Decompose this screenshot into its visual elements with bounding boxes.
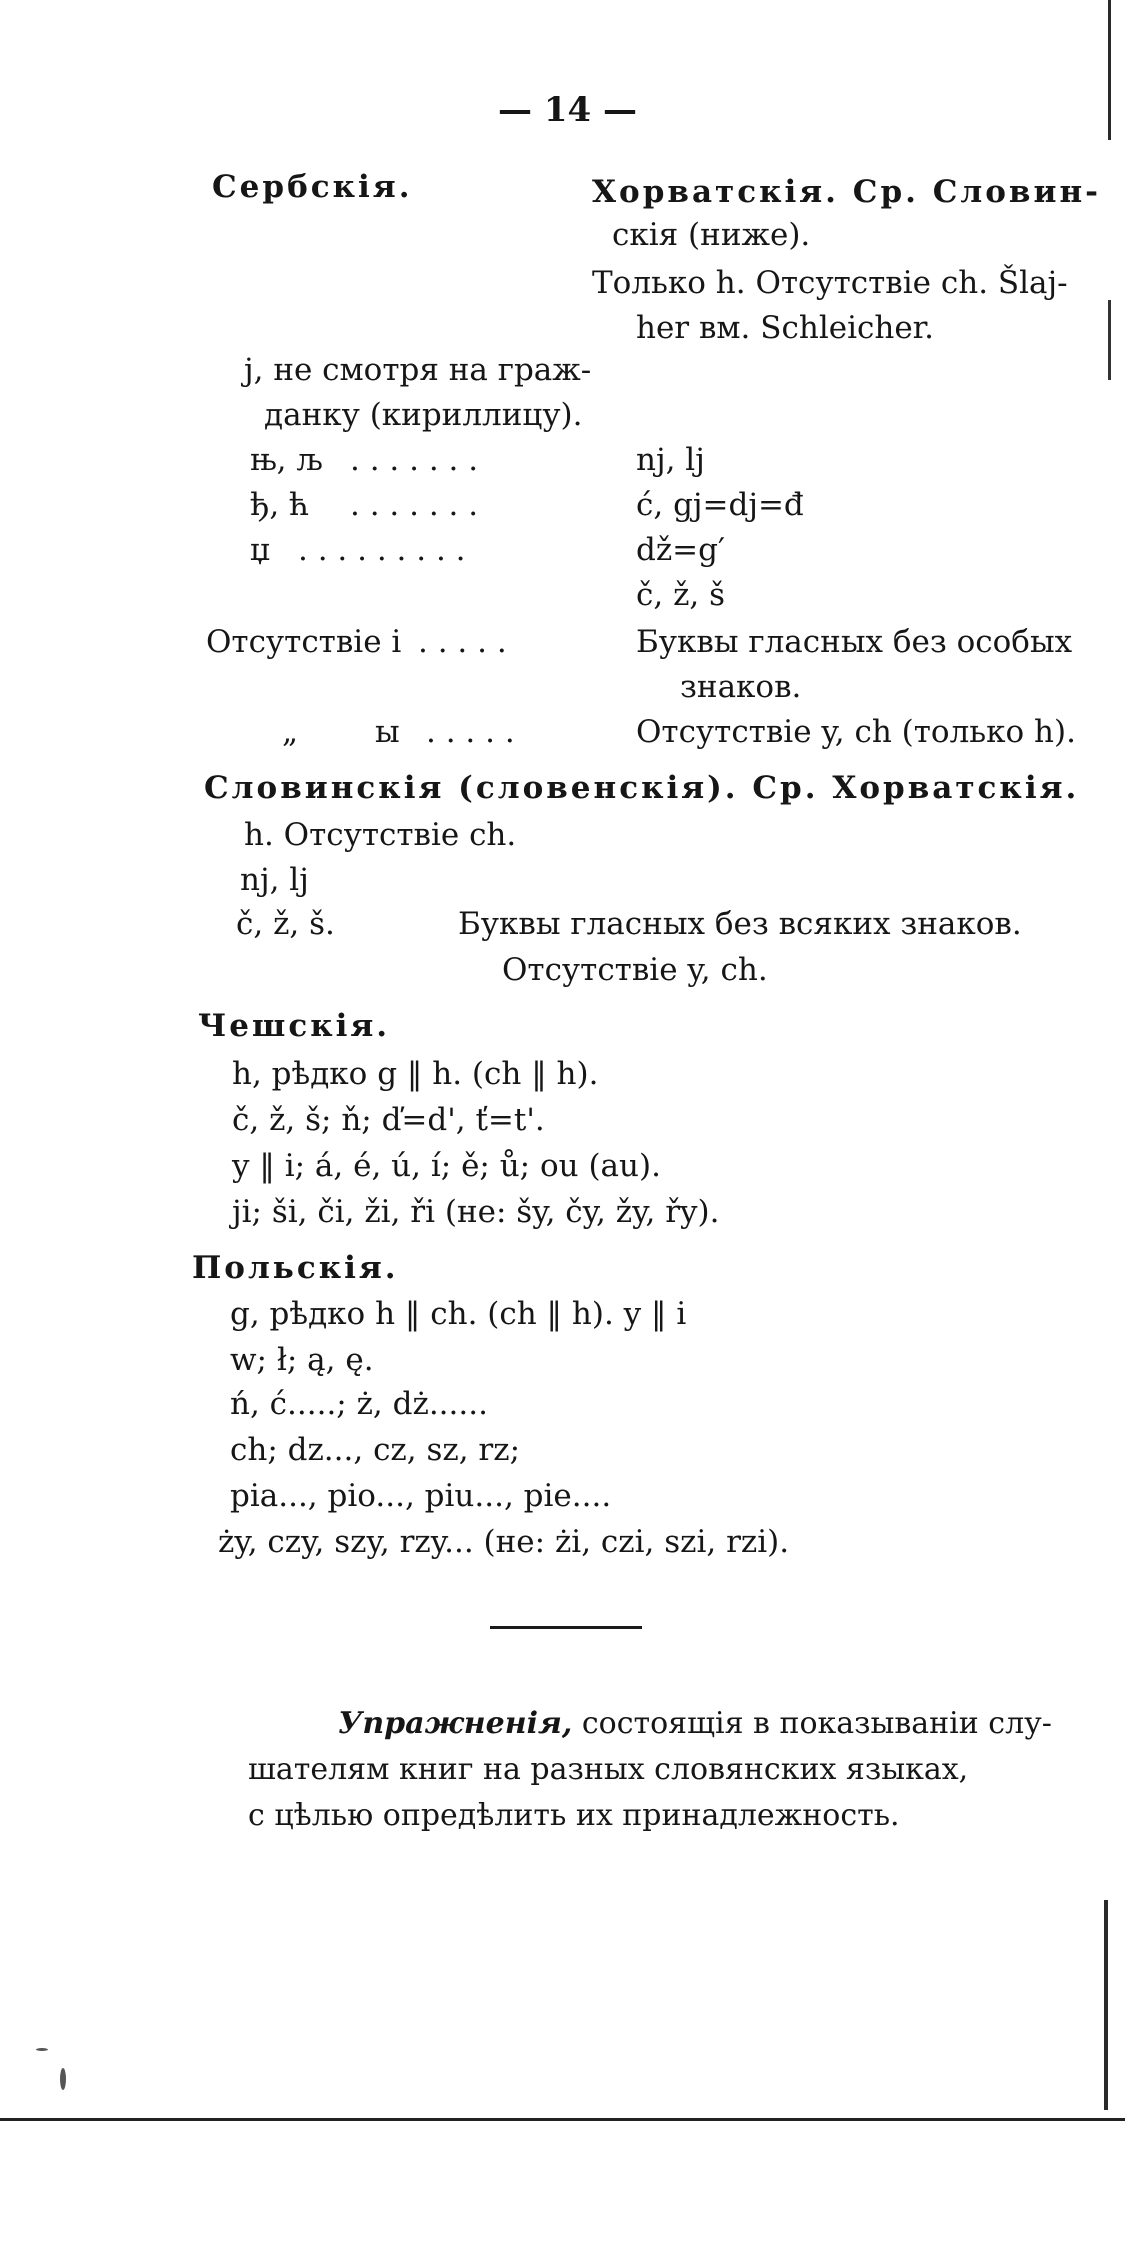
page-right-edge-mark — [1108, 300, 1111, 380]
serbian-j-line2: данку (кириллицу). — [264, 397, 583, 433]
exercises-line-3: с цѣлью опредѣлить их принадлежность. — [248, 1798, 900, 1833]
croatian-only-h-line2: her вм. Schleicher. — [636, 310, 934, 346]
croatian-c-gj: ć, gj=dj=đ — [636, 487, 804, 523]
croatian-c-z-s: č, ž, š — [636, 577, 726, 613]
serbian-j-line1: j, не смотря на граж- — [244, 352, 592, 388]
slovenian-nj-lj: nj, lj — [240, 862, 309, 898]
leader-dots: . . . . . . . . . — [298, 532, 466, 568]
slovenian-h-line: h. Отсутствіе ch. — [244, 817, 517, 853]
leader-dots: . . . . . — [426, 714, 515, 750]
page-bottom-edge — [0, 2118, 1125, 2121]
slovenian-vowels: Буквы гласных без всяких знаков. — [458, 906, 1022, 942]
croatian-heading-line2: скія (ниже). — [612, 217, 811, 253]
serbian-cyr-dz: џ — [250, 532, 271, 568]
croatian-heading-line1: Хорватскія. Ср. Словин- — [592, 174, 1101, 210]
croatian-only-h-line1: Только h. Отсутствіе ch. Šlaj- — [592, 265, 1068, 301]
croatian-dz-g: dž=g′ — [636, 532, 726, 568]
polish-heading: Польскія. — [192, 1250, 399, 1286]
polish-line-6: ży, czy, szy, rzy... (не: żi, czi, szi, rzi). — [218, 1524, 790, 1560]
page-right-edge-mark — [1108, 0, 1111, 140]
section-divider — [490, 1626, 642, 1629]
slovenian-no-y: Отсутствіе y, ch. — [502, 952, 768, 988]
page-number: — 14 — — [498, 90, 637, 130]
serbian-letter-y: ы — [375, 714, 400, 750]
czech-line-1: h, рѣдко g ‖ h. (ch ‖ h). — [232, 1056, 599, 1092]
polish-line-2: w; ł; ą, ę. — [230, 1342, 374, 1378]
croatian-vowels-line1: Буквы гласных без особых — [636, 624, 1073, 660]
czech-line-4: ji; ši, či, ži, ři (не: šy, čy, žy, řy). — [232, 1194, 720, 1230]
polish-line-4: ch; dz..., cz, sz, rz; — [230, 1432, 521, 1468]
serbian-cyr-dj: ђ, ћ — [250, 487, 310, 523]
exercises-line-1-text: состоящія в показываніи слу- — [572, 1706, 1052, 1741]
slovenian-heading: Словинскія (словенскія). Ср. Хорватскія. — [204, 770, 1080, 806]
slovenian-c-z-s: č, ž, š. — [236, 906, 335, 942]
croatian-vowels-line2: знаков. — [680, 669, 802, 705]
polish-line-1: g, рѣдко h ‖ ch. (ch ‖ h). y ‖ i — [230, 1296, 687, 1332]
leader-dots: . . . . . . . — [350, 487, 479, 523]
page-right-edge-mark — [1104, 1900, 1108, 2110]
croatian-no-y: Отсутствіе y, ch (только h). — [636, 714, 1076, 750]
leader-dots: . . . . . — [418, 624, 507, 660]
serbian-no-i: Отсутствіе і — [206, 624, 402, 660]
croatian-nj-lj: nj, lj — [636, 442, 705, 478]
czech-heading: Чешскія. — [198, 1008, 391, 1044]
polish-line-3: ń, ć.....; ż, dż...... — [230, 1386, 488, 1422]
scan-speck — [60, 2068, 66, 2090]
serbian-heading: Сербскія. — [212, 169, 413, 205]
polish-line-5: pia..., pio..., piu..., pie.... — [230, 1478, 612, 1514]
czech-line-3: y ‖ i; á, é, ú, í; ě; ů; ou (au). — [232, 1148, 661, 1184]
scan-speck — [36, 2048, 48, 2051]
exercises-line-1 — [338, 1704, 1052, 1744]
exercises-line-2: шателям книг на разных словянских языках, — [248, 1752, 969, 1787]
leader-dots: . . . . . . . — [350, 442, 479, 478]
serbian-cyr-nj-lj: њ, љ — [250, 442, 323, 478]
czech-line-2: č, ž, š; ň; ď=d', ť=t'. — [232, 1102, 545, 1138]
serbian-quote-mark: „ — [282, 714, 299, 750]
exercises-term: Упражненія, — [338, 1706, 573, 1741]
